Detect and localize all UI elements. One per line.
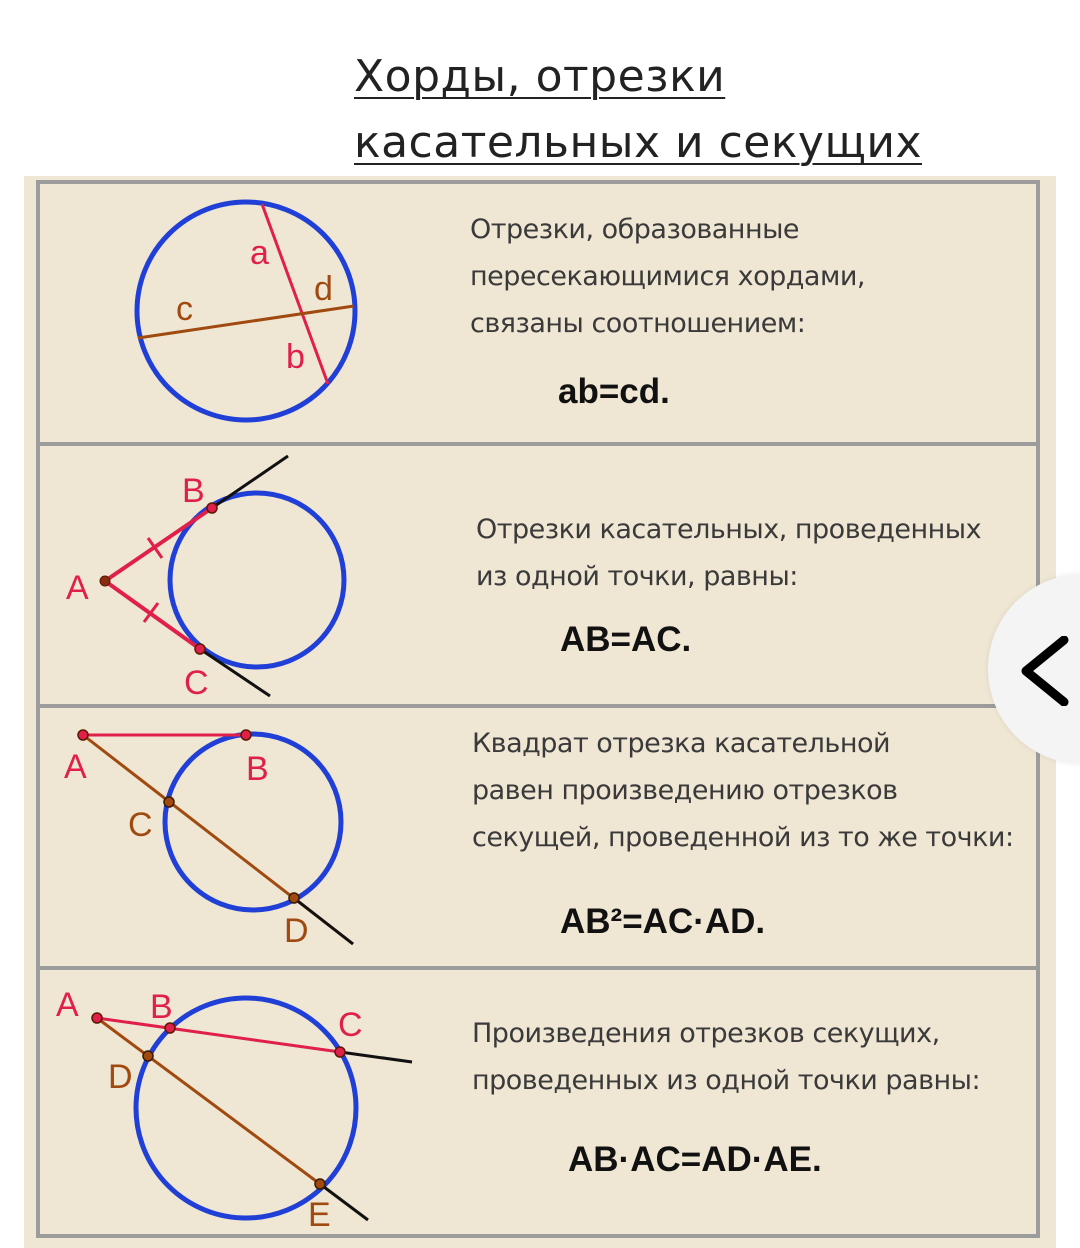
point-a (100, 576, 110, 586)
title-line-2: касательных и секущих (354, 117, 923, 168)
description-line: проведенных из одной точки равны: (472, 1065, 981, 1096)
point-a (92, 1013, 102, 1023)
point-d (143, 1051, 153, 1061)
segment-ab (105, 508, 212, 581)
point-b (241, 730, 251, 740)
panel-description (470, 206, 865, 347)
secant-abc-extension (340, 1052, 412, 1062)
label-e: E (308, 1196, 331, 1234)
panel-tangent-secant (40, 708, 1036, 966)
label-a: A (64, 748, 87, 786)
panel-description (472, 720, 1014, 861)
page-title (354, 44, 1054, 176)
description-line: Отрезки касательных, проведенных (476, 514, 982, 545)
label-d: D (108, 1058, 133, 1096)
panel-intersecting-chords (40, 184, 1036, 442)
two-secants-figure (40, 970, 460, 1234)
formula: AB=AC. (560, 620, 692, 659)
formula: ab=cd. (558, 372, 670, 411)
label-b: b (286, 338, 305, 376)
point-a (78, 730, 88, 740)
chords-figure (40, 184, 460, 442)
point-c (164, 797, 174, 807)
point-b (207, 503, 217, 513)
label-a: A (66, 569, 89, 607)
description-line: Произведения отрезков секущих, (472, 1018, 940, 1049)
segment-ac (105, 581, 200, 649)
panel-two-secants (40, 970, 1036, 1234)
description-line: Отрезки, образованные (470, 214, 800, 245)
panel-description (472, 1010, 980, 1104)
point-d (289, 893, 299, 903)
point-c (335, 1047, 345, 1057)
label-c: C (184, 664, 209, 702)
panel-tangent-segments (40, 446, 1036, 704)
label-a: a (250, 234, 269, 272)
label-d: d (314, 270, 333, 308)
secant-ade (97, 1018, 320, 1184)
chevron-left-icon (1020, 636, 1080, 706)
description-line: равен произведению отрезков (472, 775, 898, 806)
tangent-secant-figure (40, 708, 460, 966)
tangents-figure (40, 446, 460, 704)
label-c: C (128, 806, 153, 844)
label-c: c (176, 290, 193, 328)
label-b: B (182, 472, 205, 510)
formula: AB²=AC·AD. (560, 902, 766, 941)
point-c (195, 644, 205, 654)
description-line: Квадрат отрезка касательной (472, 728, 891, 759)
description-line: секущей, проведенной из то же точки: (472, 822, 1014, 853)
description-line: пересекающимися хордами, (470, 261, 865, 292)
description-line: связаны соотношением: (470, 308, 806, 339)
chord-cd (138, 306, 354, 338)
point-e (315, 1179, 325, 1189)
label-a: A (56, 986, 79, 1024)
description-line: из одной точки, равны: (476, 561, 798, 592)
label-b: B (246, 750, 269, 788)
formula: AB·AC=AD·AE. (568, 1140, 822, 1179)
panel-description (476, 506, 981, 600)
title-line-1: Хорды, отрезки (354, 51, 726, 102)
label-d: D (284, 912, 309, 950)
label-b: B (150, 988, 173, 1026)
label-c: C (338, 1006, 363, 1044)
tangent-line-c (200, 649, 270, 696)
tangent-line-b (212, 456, 288, 508)
